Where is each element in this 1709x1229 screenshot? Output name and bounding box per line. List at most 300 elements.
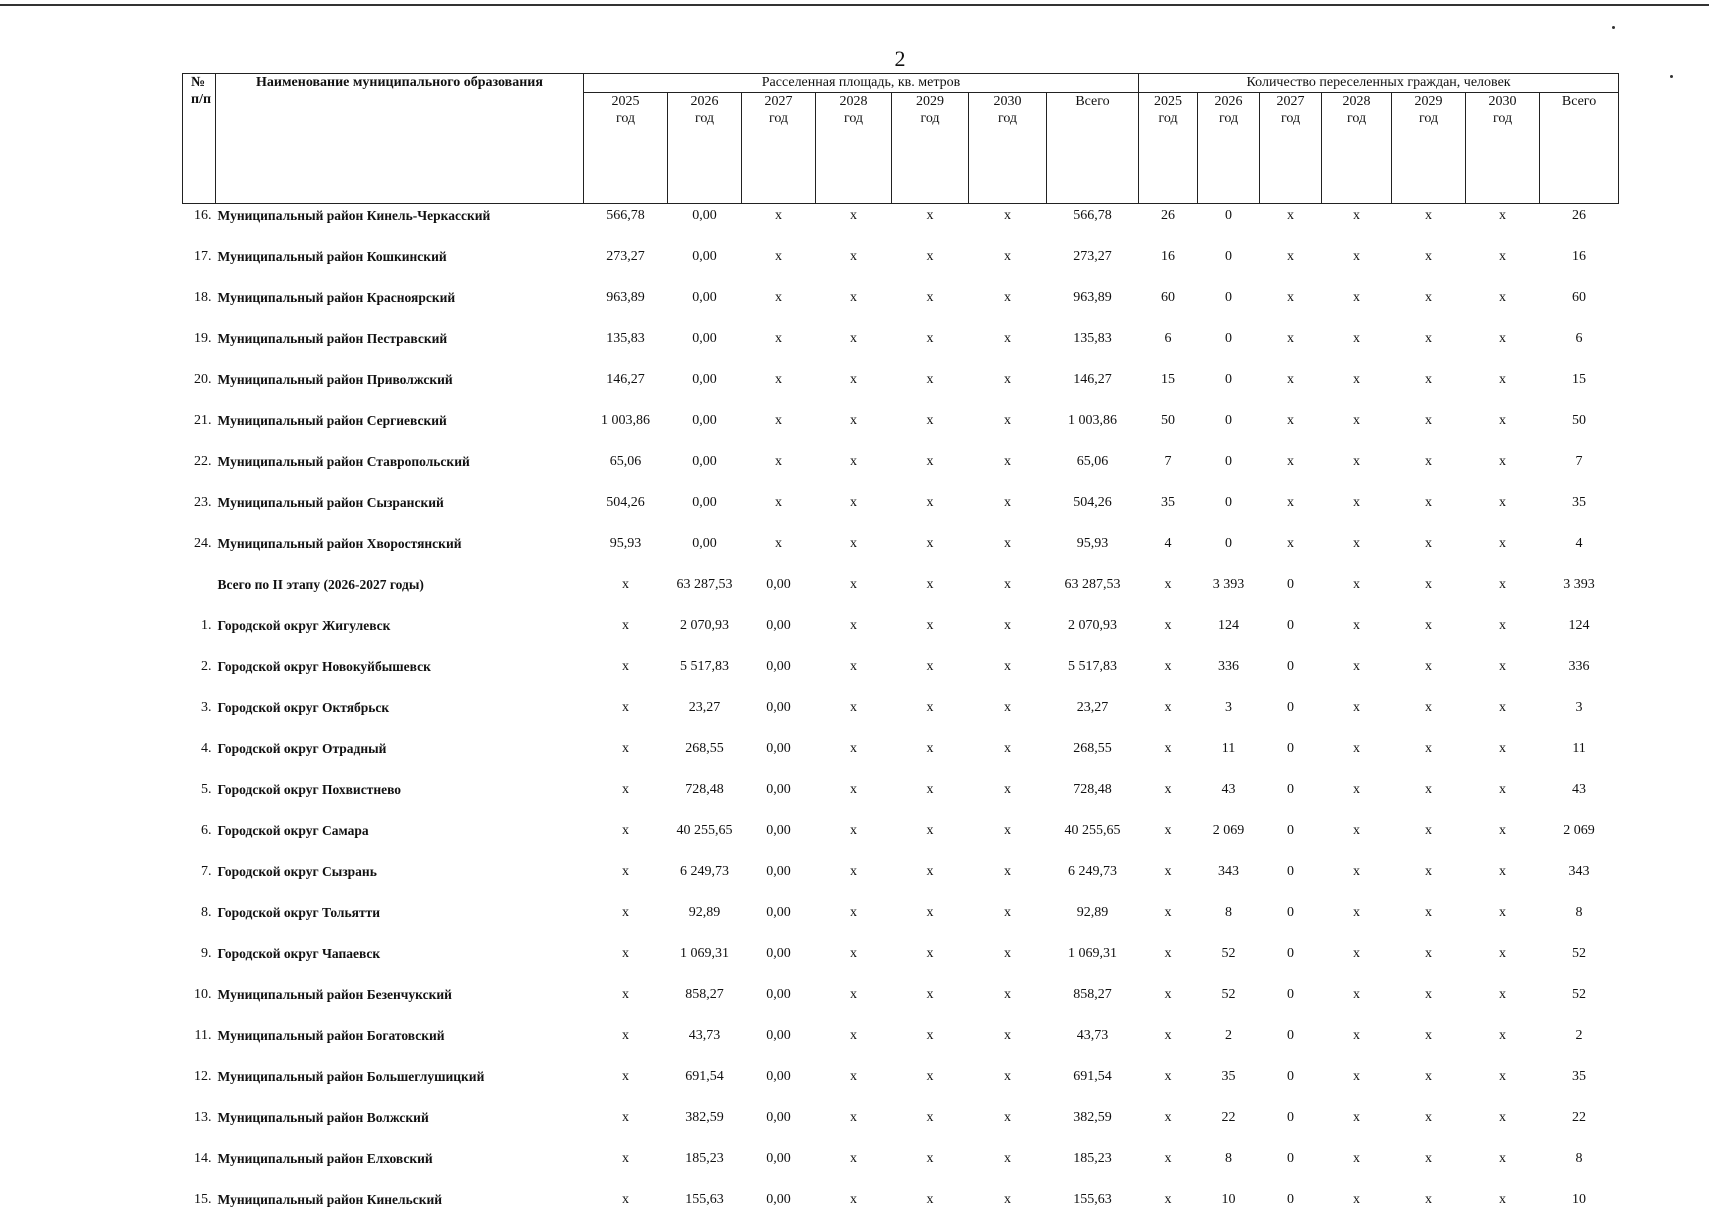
people-cell: x [1466,245,1540,286]
people-cell: 50 [1139,409,1198,450]
people-cell: 8 [1540,1147,1619,1188]
area-cell: 0,00 [742,1065,816,1106]
area-cell: x [969,942,1047,983]
people-cell: x [1466,614,1540,655]
area-cell: x [969,655,1047,696]
people-cell: x [1392,286,1466,327]
people-cell: 10 [1198,1188,1260,1229]
people-cell: x [1322,573,1392,614]
area-cell: x [742,204,816,246]
people-cell: x [1466,204,1540,246]
table-row [183,368,1619,409]
people-cell: x [1392,983,1466,1024]
area-cell: 858,27 [668,983,742,1024]
people-cell: 15 [1540,368,1619,409]
people-cell: 0 [1260,573,1322,614]
row-number [183,573,216,614]
area-cell: 0,00 [742,655,816,696]
people-cell: 16 [1139,245,1198,286]
table-row [183,1106,1619,1147]
people-cell: 343 [1198,860,1260,901]
people-cell: x [1260,368,1322,409]
table-row [183,409,1619,450]
area-cell: x [892,245,969,286]
people-cell: x [1260,327,1322,368]
row-number: 3. [183,696,216,737]
people-cell: 0 [1198,532,1260,573]
area-cell: x [742,409,816,450]
header-num: № п/п [183,74,216,204]
row-number: 11. [183,1024,216,1065]
area-cell: 43,73 [668,1024,742,1065]
people-cell: 7 [1139,450,1198,491]
area-cell: 0,00 [742,942,816,983]
row-number: 19. [183,327,216,368]
municipality-name: Городской округ Новокуйбышевск [216,655,584,696]
people-cell: x [1392,1106,1466,1147]
people-cell: x [1322,1106,1392,1147]
area-cell: x [816,1024,892,1065]
area-cell: 963,89 [584,286,668,327]
people-cell: x [1322,614,1392,655]
municipality-name: Муниципальный район Хворостянский [216,532,584,573]
area-cell: 0,00 [742,737,816,778]
area-cell: x [969,409,1047,450]
area-cell: 0,00 [668,204,742,246]
municipality-name: Муниципальный район Сергиевский [216,409,584,450]
table-row [183,1147,1619,1188]
people-cell: x [1260,204,1322,246]
people-cell: 35 [1198,1065,1260,1106]
row-number: 7. [183,860,216,901]
area-cell: 40 255,65 [668,819,742,860]
area-cell: 6 249,73 [1047,860,1139,901]
area-cell: 382,59 [1047,1106,1139,1147]
people-cell: 8 [1198,1147,1260,1188]
people-cell: 7 [1540,450,1619,491]
area-cell: 691,54 [1047,1065,1139,1106]
row-number: 4. [183,737,216,778]
people-cell: x [1260,245,1322,286]
people-cell: x [1392,204,1466,246]
area-cell: 0,00 [742,1188,816,1229]
area-cell: 0,00 [742,901,816,942]
people-cell: x [1392,655,1466,696]
row-number: 18. [183,286,216,327]
area-cell: 63 287,53 [668,573,742,614]
area-cell: 268,55 [668,737,742,778]
people-cell: 0 [1260,819,1322,860]
municipality-name: Муниципальный район Пестравский [216,327,584,368]
row-number: 12. [183,1065,216,1106]
municipality-name: Муниципальный район Большеглушицкий [216,1065,584,1106]
area-cell: 135,83 [1047,327,1139,368]
people-cell: 22 [1198,1106,1260,1147]
area-cell: 273,27 [1047,245,1139,286]
area-cell: x [892,327,969,368]
area-cell: x [816,860,892,901]
area-cell: 0,00 [742,614,816,655]
area-cell: x [816,819,892,860]
people-cell: x [1392,368,1466,409]
area-cell: x [969,532,1047,573]
municipality-name: Муниципальный район Ставропольский [216,450,584,491]
people-cell: 0 [1198,245,1260,286]
area-cell: x [816,614,892,655]
people-cell: x [1466,286,1540,327]
area-cell: x [892,409,969,450]
people-cell: 60 [1139,286,1198,327]
people-cell: 0 [1198,204,1260,246]
area-cell: 0,00 [668,245,742,286]
people-cell: 0 [1198,368,1260,409]
people-cell: x [1139,860,1198,901]
people-cell: x [1322,901,1392,942]
area-cell: x [892,450,969,491]
people-cell: 4 [1540,532,1619,573]
area-cell: 65,06 [1047,450,1139,491]
people-cell: x [1322,491,1392,532]
people-cell: 60 [1540,286,1619,327]
area-cell: 0,00 [668,409,742,450]
people-cell: 50 [1540,409,1619,450]
people-cell: 11 [1540,737,1619,778]
area-cell: 0,00 [668,450,742,491]
people-cell: x [1139,1188,1198,1229]
area-cell: x [892,1106,969,1147]
area-cell: 146,27 [1047,368,1139,409]
area-cell: 40 255,65 [1047,819,1139,860]
people-cell: x [1466,860,1540,901]
area-cell: x [816,204,892,246]
table-row [183,614,1619,655]
area-cell: 0,00 [668,532,742,573]
people-cell: 0 [1260,614,1322,655]
area-cell: x [816,942,892,983]
people-cell: x [1139,573,1198,614]
people-cell: 0 [1198,409,1260,450]
people-cell: x [1139,1147,1198,1188]
row-number: 2. [183,655,216,696]
people-cell: x [1466,737,1540,778]
area-cell: x [816,1188,892,1229]
people-cell: x [1139,778,1198,819]
area-cell: x [816,409,892,450]
people-cell: 336 [1198,655,1260,696]
header-area-year-2029: 2029 год [892,93,969,204]
area-cell: x [742,286,816,327]
people-cell: x [1466,409,1540,450]
row-number: 14. [183,1147,216,1188]
area-cell: x [969,778,1047,819]
people-cell: x [1139,901,1198,942]
area-cell: 1 003,86 [584,409,668,450]
people-cell: 0 [1198,450,1260,491]
area-cell: x [816,368,892,409]
people-cell: 35 [1540,1065,1619,1106]
area-cell: x [584,983,668,1024]
area-cell: x [816,696,892,737]
municipality-name: Муниципальный район Кошкинский [216,245,584,286]
area-cell: x [816,286,892,327]
people-cell: 43 [1540,778,1619,819]
table-row [183,573,1619,614]
area-cell: x [816,532,892,573]
header-people-year-2025: 2025 год [1139,93,1198,204]
people-cell: 0 [1198,327,1260,368]
header-area-year-2025: 2025 год [584,93,668,204]
area-cell: x [969,819,1047,860]
people-cell: 0 [1260,901,1322,942]
area-cell: 1 003,86 [1047,409,1139,450]
people-cell: x [1466,1188,1540,1229]
people-cell: x [1466,1065,1540,1106]
people-cell: x [1322,778,1392,819]
header-people-year-2028: 2028 год [1322,93,1392,204]
people-cell: x [1322,737,1392,778]
people-cell: x [1322,286,1392,327]
people-cell: x [1392,450,1466,491]
area-cell: x [584,778,668,819]
people-cell: 15 [1139,368,1198,409]
municipality-name: Муниципальный район Красноярский [216,286,584,327]
area-cell: 0,00 [668,327,742,368]
area-cell: 2 070,93 [668,614,742,655]
area-cell: 65,06 [584,450,668,491]
area-cell: 963,89 [1047,286,1139,327]
people-cell: x [1466,368,1540,409]
municipality-name: Муниципальный район Приволжский [216,368,584,409]
people-cell: x [1466,778,1540,819]
people-cell: 3 393 [1540,573,1619,614]
people-cell: x [1139,1065,1198,1106]
people-cell: 3 [1540,696,1619,737]
area-cell: x [584,942,668,983]
people-cell: x [1322,819,1392,860]
area-cell: 23,27 [1047,696,1139,737]
row-number: 9. [183,942,216,983]
row-number: 15. [183,1188,216,1229]
area-cell: 63 287,53 [1047,573,1139,614]
people-cell: 336 [1540,655,1619,696]
table-row [183,1188,1619,1229]
area-cell: x [892,573,969,614]
table-row [183,491,1619,532]
area-cell: 92,89 [668,901,742,942]
header-people-year-2026: 2026 год [1198,93,1260,204]
people-cell: 10 [1540,1188,1619,1229]
area-cell: 268,55 [1047,737,1139,778]
people-cell: 8 [1198,901,1260,942]
area-cell: x [969,737,1047,778]
area-cell: x [742,245,816,286]
area-cell: x [892,819,969,860]
area-cell: 155,63 [668,1188,742,1229]
area-cell: 146,27 [584,368,668,409]
area-cell: x [892,737,969,778]
area-cell: x [584,1106,668,1147]
municipality-name: Городской округ Тольятти [216,901,584,942]
table-row [183,286,1619,327]
top-border-line [0,4,1709,6]
area-cell: x [969,286,1047,327]
area-cell: 0,00 [668,491,742,532]
header-area-year-2030: 2030 год [969,93,1047,204]
area-cell: 504,26 [584,491,668,532]
people-cell: x [1392,1147,1466,1188]
area-cell: x [816,327,892,368]
area-cell: 185,23 [668,1147,742,1188]
people-cell: x [1392,737,1466,778]
people-cell: x [1466,491,1540,532]
area-cell: x [892,655,969,696]
header-people-year-2027: 2027 год [1260,93,1322,204]
municipality-name: Городской округ Жигулевск [216,614,584,655]
people-cell: x [1322,655,1392,696]
municipality-name: Муниципальный район Кинельский [216,1188,584,1229]
area-cell: 0,00 [668,368,742,409]
page-number: 2 [880,46,920,72]
people-cell: x [1322,409,1392,450]
area-cell: x [892,1147,969,1188]
area-cell: x [892,286,969,327]
area-cell: 273,27 [584,245,668,286]
people-cell: 52 [1198,983,1260,1024]
people-cell: x [1322,327,1392,368]
row-number: 21. [183,409,216,450]
area-cell: 2 070,93 [1047,614,1139,655]
area-cell: 1 069,31 [668,942,742,983]
people-cell: x [1392,614,1466,655]
table-body [183,204,1619,1229]
area-cell: x [969,204,1047,246]
area-cell: 155,63 [1047,1188,1139,1229]
row-number: 1. [183,614,216,655]
scan-speck [1670,75,1673,78]
people-cell: 0 [1198,286,1260,327]
area-cell: x [584,901,668,942]
area-cell: x [584,1147,668,1188]
area-cell: x [584,614,668,655]
area-cell: x [816,1065,892,1106]
area-cell: x [584,737,668,778]
people-cell: x [1392,409,1466,450]
header-people-total: Всего [1540,93,1619,204]
area-cell: x [969,696,1047,737]
table-row [183,942,1619,983]
people-cell: 343 [1540,860,1619,901]
municipality-name: Городской округ Сызрань [216,860,584,901]
row-number: 20. [183,368,216,409]
area-cell: x [816,573,892,614]
people-cell: x [1322,368,1392,409]
people-cell: 0 [1260,983,1322,1024]
municipality-name: Городской округ Похвистнево [216,778,584,819]
area-cell: x [969,1106,1047,1147]
people-cell: 0 [1260,860,1322,901]
people-cell: 0 [1260,737,1322,778]
people-cell: 2 069 [1540,819,1619,860]
row-number: 5. [183,778,216,819]
area-cell: x [742,450,816,491]
area-cell: x [584,1065,668,1106]
area-cell: x [742,491,816,532]
area-cell: x [969,491,1047,532]
people-cell: x [1466,696,1540,737]
people-cell: 0 [1260,942,1322,983]
people-cell: 2 069 [1198,819,1260,860]
table-row [183,245,1619,286]
area-cell: x [892,491,969,532]
people-cell: x [1392,778,1466,819]
municipality-name: Городской округ Октябрьск [216,696,584,737]
people-cell: x [1139,819,1198,860]
people-cell: 52 [1198,942,1260,983]
municipality-name: Муниципальный район Сызранский [216,491,584,532]
people-cell: x [1392,942,1466,983]
area-cell: 95,93 [584,532,668,573]
people-cell: 124 [1540,614,1619,655]
people-cell: x [1322,1065,1392,1106]
area-cell: 43,73 [1047,1024,1139,1065]
people-cell: x [1392,327,1466,368]
area-cell: 5 517,83 [1047,655,1139,696]
people-cell: x [1392,245,1466,286]
people-cell: 0 [1260,655,1322,696]
people-cell: 0 [1260,778,1322,819]
area-cell: x [584,1188,668,1229]
area-cell: x [969,1065,1047,1106]
area-cell: 566,78 [1047,204,1139,246]
header-people-group: Количество переселенных граждан, человек [1139,74,1619,93]
people-cell: 2 [1540,1024,1619,1065]
area-cell: 728,48 [1047,778,1139,819]
people-cell: 0 [1260,1188,1322,1229]
header-area-total: Всего [1047,93,1139,204]
people-cell: x [1392,819,1466,860]
area-cell: x [742,368,816,409]
area-cell: x [584,573,668,614]
area-cell: x [816,245,892,286]
area-cell: x [816,1147,892,1188]
people-cell: 0 [1260,1065,1322,1106]
table-row [183,860,1619,901]
header-people-year-2030: 2030 год [1466,93,1540,204]
area-cell: x [892,778,969,819]
people-cell: x [1322,204,1392,246]
area-cell: x [892,983,969,1024]
area-cell: 5 517,83 [668,655,742,696]
people-cell: x [1322,450,1392,491]
area-cell: 566,78 [584,204,668,246]
area-cell: x [584,860,668,901]
table-row [183,983,1619,1024]
people-cell: 0 [1198,491,1260,532]
area-cell: 185,23 [1047,1147,1139,1188]
people-cell: x [1392,901,1466,942]
table-row [183,327,1619,368]
people-cell: 16 [1540,245,1619,286]
area-cell: x [892,901,969,942]
people-cell: x [1466,819,1540,860]
area-cell: 0,00 [742,819,816,860]
people-cell: 0 [1260,1024,1322,1065]
people-cell: x [1260,491,1322,532]
people-cell: x [1322,983,1392,1024]
municipality-name: Муниципальный район Елховский [216,1147,584,1188]
people-cell: 52 [1540,983,1619,1024]
table-row [183,737,1619,778]
